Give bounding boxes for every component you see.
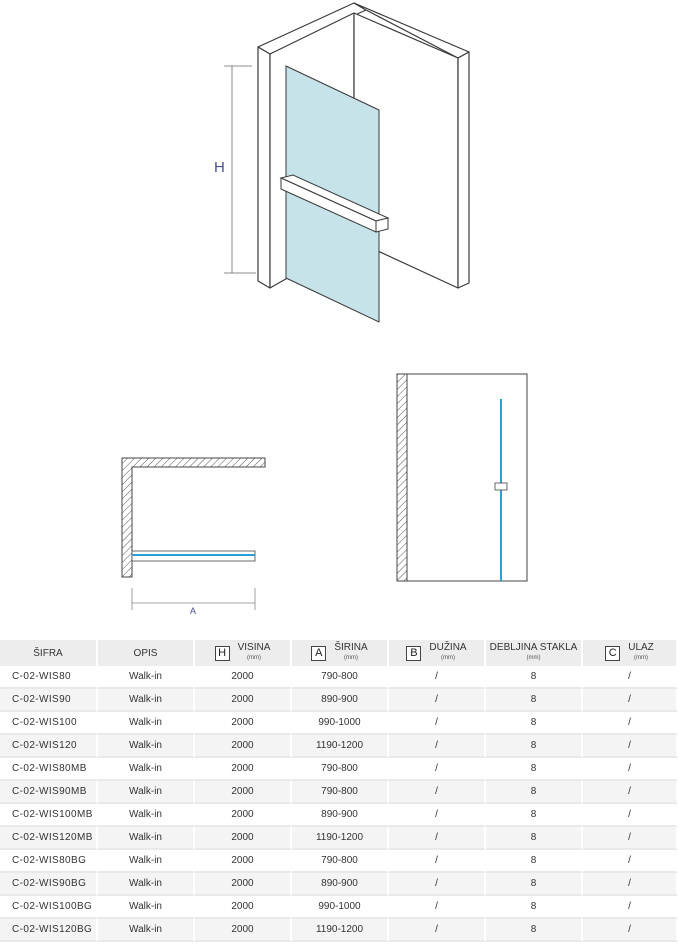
cell-code: C-02-WIS80BG <box>0 850 98 873</box>
header-description <box>98 640 195 666</box>
header-description-label: OPIS <box>133 647 158 659</box>
cell-description: Walk-in <box>98 919 195 942</box>
cell-height: 2000 <box>195 827 292 850</box>
cell-thickness: 8 <box>486 712 583 735</box>
cell-width: 790-800 <box>292 758 389 781</box>
header-width-unit: (mm) <box>344 655 358 661</box>
entry-letter-box: C <box>605 646 620 661</box>
cell-width: 1190-1200 <box>292 735 389 758</box>
header-entry-label: ULAZ <box>628 642 654 653</box>
cell-width: 990-1000 <box>292 712 389 735</box>
cell-height: 2000 <box>195 804 292 827</box>
cell-description: Walk-in <box>98 666 195 689</box>
cell-height: 2000 <box>195 689 292 712</box>
front-view-drawing <box>390 368 540 590</box>
cell-length: / <box>389 712 486 735</box>
cell-code: C-02-WIS90BG <box>0 873 98 896</box>
cell-code: C-02-WIS80MB <box>0 758 98 781</box>
cell-code: C-02-WIS90MB <box>0 781 98 804</box>
cell-thickness: 8 <box>486 896 583 919</box>
header-length <box>389 640 486 666</box>
header-entry <box>583 640 678 666</box>
cell-height: 2000 <box>195 919 292 942</box>
cell-entry: / <box>583 781 678 804</box>
cell-description: Walk-in <box>98 827 195 850</box>
cell-code: C-02-WIS100BG <box>0 896 98 919</box>
cell-code: C-02-WIS80 <box>0 666 98 689</box>
cell-code: C-02-WIS120BG <box>0 919 98 942</box>
cell-width: 1190-1200 <box>292 827 389 850</box>
header-entry-unit: (mm) <box>634 655 648 661</box>
header-height-label: VISINA <box>237 642 271 653</box>
cell-description: Walk-in <box>98 689 195 712</box>
cell-height: 2000 <box>195 873 292 896</box>
cell-thickness: 8 <box>486 758 583 781</box>
height-dimension <box>224 66 256 273</box>
cell-entry: / <box>583 689 678 712</box>
table-row <box>0 712 678 735</box>
height-label: H <box>214 159 225 176</box>
isometric-drawing <box>0 0 678 350</box>
cell-width: 1190-1200 <box>292 919 389 942</box>
spec-table <box>0 640 678 942</box>
cell-length: / <box>389 689 486 712</box>
header-code-label: ŠIFRA <box>33 647 63 659</box>
front-frame <box>407 374 527 581</box>
width-label: A <box>190 606 197 616</box>
header-length-label: DUŽINA <box>429 642 467 653</box>
cell-code: C-02-WIS120 <box>0 735 98 758</box>
width-letter-box: A <box>311 646 326 661</box>
cell-length: / <box>389 896 486 919</box>
cell-entry: / <box>583 735 678 758</box>
cell-entry: / <box>583 758 678 781</box>
cell-entry: / <box>583 804 678 827</box>
cell-length: / <box>389 781 486 804</box>
cell-thickness: 8 <box>486 666 583 689</box>
cell-description: Walk-in <box>98 896 195 919</box>
cell-length: / <box>389 873 486 896</box>
cell-height: 2000 <box>195 758 292 781</box>
header-width <box>292 640 389 666</box>
table-row <box>0 758 678 781</box>
cell-code: C-02-WIS100 <box>0 712 98 735</box>
table-row <box>0 827 678 850</box>
cell-thickness: 8 <box>486 827 583 850</box>
header-height-unit: (mm) <box>246 655 261 661</box>
cell-length: / <box>389 827 486 850</box>
cell-length: / <box>389 919 486 942</box>
table-row <box>0 850 678 873</box>
cell-thickness: 8 <box>486 689 583 712</box>
cell-description: Walk-in <box>98 850 195 873</box>
cell-entry: / <box>583 666 678 689</box>
header-code <box>0 640 98 666</box>
header-thickness <box>486 640 583 666</box>
header-width-label: ŠIRINA <box>334 642 368 653</box>
cell-width: 990-1000 <box>292 896 389 919</box>
cell-description: Walk-in <box>98 873 195 896</box>
cell-height: 2000 <box>195 735 292 758</box>
cell-code: C-02-WIS100MB <box>0 804 98 827</box>
plan-view-drawing <box>110 440 280 620</box>
cell-length: / <box>389 804 486 827</box>
front-wall <box>397 374 407 581</box>
table-row <box>0 666 678 689</box>
header-thickness-label: DEBLJINA STAKLA <box>489 642 578 653</box>
front-bar-clamp <box>495 483 507 490</box>
cell-height: 2000 <box>195 850 292 873</box>
height-letter-box: H <box>215 646 230 661</box>
cell-height: 2000 <box>195 712 292 735</box>
cell-length: / <box>389 666 486 689</box>
header-thickness-unit: (mm) <box>526 655 541 661</box>
cell-code: C-02-WIS120MB <box>0 827 98 850</box>
cell-thickness: 8 <box>486 804 583 827</box>
table-header-row <box>0 640 678 666</box>
header-height <box>195 640 292 666</box>
cell-description: Walk-in <box>98 781 195 804</box>
cell-width: 890-900 <box>292 804 389 827</box>
cell-height: 2000 <box>195 896 292 919</box>
cell-width: 890-900 <box>292 873 389 896</box>
table-row <box>0 689 678 712</box>
table-row <box>0 735 678 758</box>
table-row <box>0 919 678 942</box>
table-row <box>0 804 678 827</box>
cell-height: 2000 <box>195 781 292 804</box>
cell-thickness: 8 <box>486 735 583 758</box>
cell-thickness: 8 <box>486 781 583 804</box>
cell-length: / <box>389 850 486 873</box>
cell-width: 790-800 <box>292 781 389 804</box>
cell-entry: / <box>583 919 678 942</box>
cell-width: 890-900 <box>292 689 389 712</box>
cell-length: / <box>389 735 486 758</box>
cell-entry: / <box>583 873 678 896</box>
cell-entry: / <box>583 896 678 919</box>
cell-description: Walk-in <box>98 758 195 781</box>
cell-description: Walk-in <box>98 712 195 735</box>
cell-thickness: 8 <box>486 873 583 896</box>
table-row <box>0 781 678 804</box>
cell-entry: / <box>583 850 678 873</box>
cell-width: 790-800 <box>292 666 389 689</box>
table-row <box>0 896 678 919</box>
cell-description: Walk-in <box>98 735 195 758</box>
cell-thickness: 8 <box>486 919 583 942</box>
cell-width: 790-800 <box>292 850 389 873</box>
cell-height: 2000 <box>195 666 292 689</box>
cell-entry: / <box>583 712 678 735</box>
table-row <box>0 873 678 896</box>
cell-entry: / <box>583 827 678 850</box>
cell-code: C-02-WIS90 <box>0 689 98 712</box>
cell-description: Walk-in <box>98 804 195 827</box>
cell-length: / <box>389 758 486 781</box>
length-letter-box: B <box>406 646 421 661</box>
cell-thickness: 8 <box>486 850 583 873</box>
header-length-unit: (mm) <box>440 655 455 661</box>
